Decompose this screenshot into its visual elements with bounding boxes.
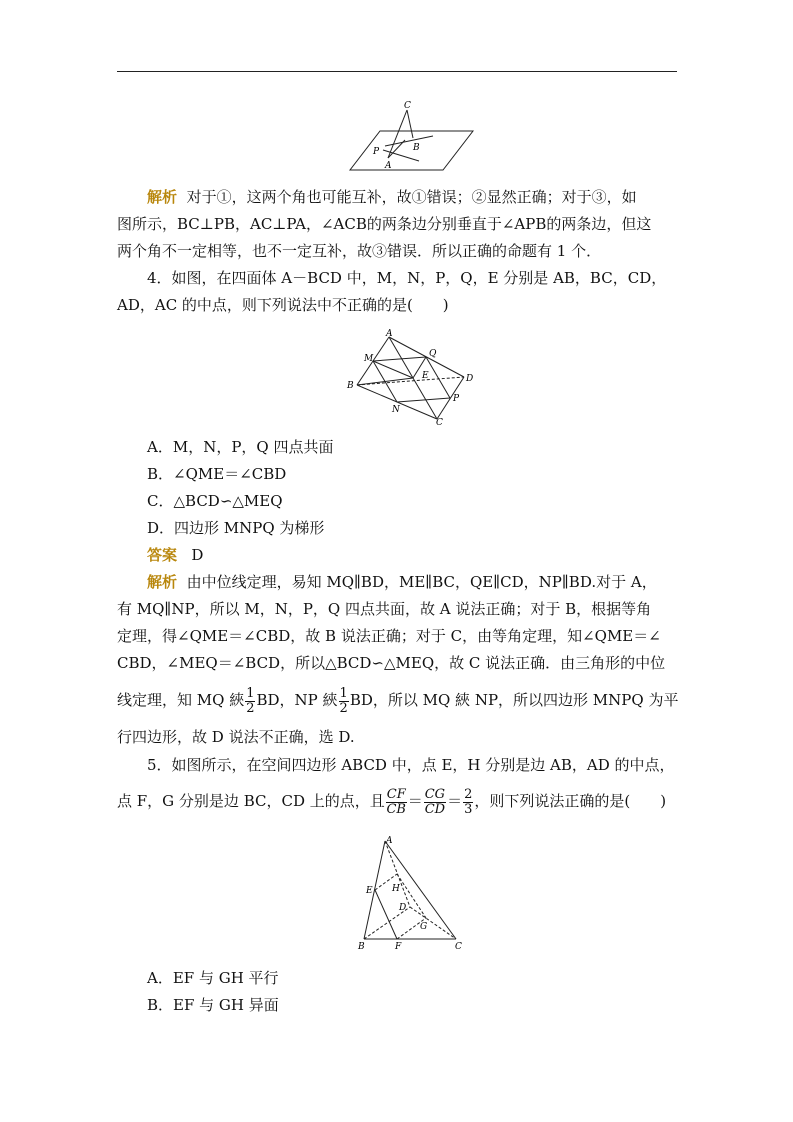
expl3-line1: 解析 对于①，这两个角也可能互补，故①错误；②显然正确；对于③，如 [147,188,637,206]
q4-answer-value: D [191,546,204,564]
fig2-label-m: M [364,354,374,364]
expl3-label: 解析 [147,188,178,206]
q4-expl-line4: CBD，∠MEQ＝∠BCD，所以△BCD∽△MEQ，故 C 说法正确．由三角形的中位 [117,654,666,672]
q4-answer [117,542,707,568]
q4-stem-line1: 4．如图，在四面体 A－BCD 中，M，N，P，Q，E 分别是 AB，BC，CD， [147,269,667,287]
fraction-cf-cb: $\frac{CF}{CB}$ [386,786,406,817]
fig2-label-e: E [422,371,429,381]
fig3-label-g: G [420,922,428,932]
expl3-line3: 两个角不一定相等，也不一定互补，故③错误．所以正确的命题有 1 个． [117,242,602,260]
figure-tetrahedron [342,327,477,427]
fig2-label-b: B [347,381,354,391]
fig2-label-c: C [436,418,443,427]
header-rule [117,71,677,72]
fig3-label-b: B [358,942,365,952]
q4-stem-line2: AD，AC 的中点，则下列说法中不正确的是( ) [117,296,449,314]
q5-option-b: B．EF 与 GH 异面 [147,996,279,1014]
q4-answer-label: 答案 [147,546,178,564]
q4-expl-line2: 有 MQ∥NP，所以 M，N，P，Q 四点共面，故 A 说法正确；对于 B，根据等角 [117,600,652,618]
q4-expl-line5: 线定理，知 MQ 綊 $\frac{1}{2}$ BD，NP 綊 $\frac{1}{2}$ BD，所以 MQ 綊 NP，所以四边形 MNPQ 为平 [117,685,679,716]
q5-option-a: A．EF 与 GH 平行 [147,969,279,987]
q5-stem-line1: 5．如图所示，在空间四边形 ABCD 中，点 E，H 分别是边 AB，AD 的中点， [147,756,675,774]
fig3-label-e: E [366,886,373,896]
expl3-line2: 图所示，BC⊥PB，AC⊥PA，∠ACB的两条边分别垂直于∠APB的两条边，但这 [117,215,652,233]
q4-option-b: B．∠QME＝∠CBD [147,465,287,483]
fig3-label-f: F [395,942,402,952]
fig2-label-d: D [466,374,474,384]
q4-option-d: D．四边形 MNPQ 为梯形 [147,519,325,537]
fraction-half-1: $\frac{1}{2}$ [246,685,255,716]
fig2-label-p: P [453,394,460,404]
q5-stem-line2: 点 F，G 分别是边 BC，CD 上的点，且 $\frac{CF}{CB}$ ＝ $\frac{CG}{CD}$ ＝ $\frac{2}{3}$ ，则下列说法正确的是( ) [117,786,667,817]
fig2-label-q: Q [429,349,437,359]
fig3-label-d: D [399,903,407,913]
q4-option-a: A．M，N，P，Q 四点共面 [147,438,334,456]
q4-option-c: C．△BCD∽△MEQ [147,492,283,510]
q4-expl-label: 解析 [147,573,178,591]
figure-plane [345,98,475,176]
fig1-label-a: A [385,161,392,171]
fraction-half-2: $\frac{1}{2}$ [339,685,348,716]
fig3-label-a: A [386,836,393,846]
fig2-label-n: N [392,405,400,415]
fig1-label-p: P [373,147,380,157]
fig3-label-h: H [392,884,400,894]
q4-expl-line6: 行四边形，故 D 说法不正确，选 D. [117,728,355,746]
fig2-label-a: A [386,329,393,339]
fig1-label-c: C [404,101,411,111]
fraction-two-thirds: $\frac{2}{3}$ [464,786,473,817]
fraction-cg-cd: $\frac{CG}{CD}$ [424,786,446,817]
figure-space-quadrilateral [352,833,470,955]
fig1-label-b: B [413,143,420,153]
fig3-label-c: C [455,942,462,952]
q4-expl-line3: 定理，得∠QME＝∠CBD，故 B 说法正确；对于 C，由等角定理，知∠QME＝∠ [117,627,661,645]
q4-expl-line1: 解析 由中位线定理，易知 MQ∥BD，ME∥BC，QE∥CD，NP∥BD.对于 A， [147,573,657,591]
